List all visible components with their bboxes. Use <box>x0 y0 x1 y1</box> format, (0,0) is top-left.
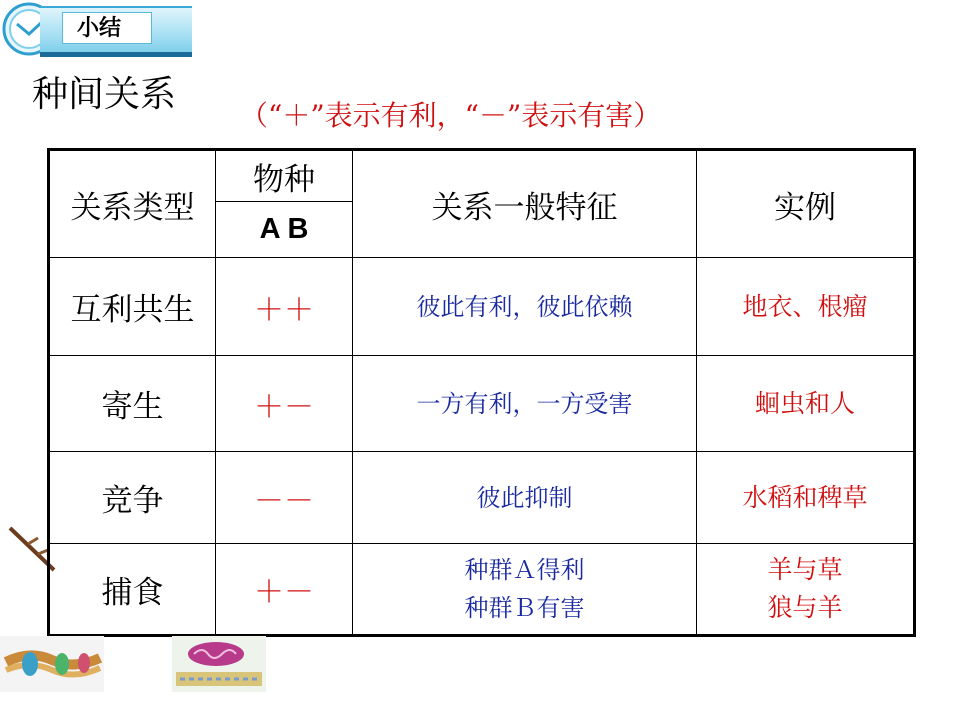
table-row <box>49 452 915 544</box>
header-relation-type: 关系类型 <box>49 150 216 258</box>
feature-cell <box>353 452 697 544</box>
table-row <box>49 356 915 452</box>
example-cell <box>697 544 915 636</box>
mitochondria-thumbnail <box>172 636 266 692</box>
badge-rule <box>40 54 192 57</box>
feature-line: 一方有利，一方受害 <box>416 389 633 418</box>
feature-line: 彼此有利，彼此依赖 <box>416 292 633 321</box>
cell-membrane-thumbnail <box>0 636 104 692</box>
example-line: 蛔虫和人 <box>754 388 855 418</box>
symbol-cell: ＋＋ <box>216 258 353 356</box>
feature-line: 彼此抑制 <box>476 483 573 512</box>
example-line: 狼与羊 <box>767 593 843 622</box>
symbol-cell: －－ <box>216 452 353 544</box>
example-cell <box>697 452 915 544</box>
symbol-legend-note: （“＋”表示有利，“－”表示有害） <box>240 99 662 132</box>
header-example: 实例 <box>697 150 915 258</box>
header-species-ab: A B <box>216 202 353 258</box>
example-cell <box>697 356 915 452</box>
badge-label: 小结 <box>62 12 152 44</box>
feature-cell <box>353 544 697 636</box>
section-badge <box>0 0 200 62</box>
symbol-cell: ＋－ <box>216 356 353 452</box>
interspecific-relations-table <box>47 148 916 637</box>
feature-line: 种群Ａ得利 <box>464 556 585 584</box>
symbol-cell: ＋－ <box>216 544 353 636</box>
example-line: 地衣、根瘤 <box>742 291 868 321</box>
example-line: 水稻和稗草 <box>742 482 868 512</box>
feature-cell <box>353 258 697 356</box>
example-line: 羊与草 <box>767 555 843 584</box>
header-feature: 关系一般特征 <box>353 150 697 258</box>
page-title: 种间关系 <box>32 74 177 115</box>
relation-type-cell: 捕食 <box>49 544 216 636</box>
feature-cell <box>353 356 697 452</box>
table-row <box>49 544 915 636</box>
relation-type-cell: 竞争 <box>49 452 216 544</box>
relation-type-cell: 寄生 <box>49 356 216 452</box>
table-row <box>49 258 915 356</box>
feature-line: 种群Ｂ有害 <box>464 594 585 622</box>
header-species: 物种 <box>216 150 353 202</box>
relation-type-cell: 互利共生 <box>49 258 216 356</box>
example-cell <box>697 258 915 356</box>
